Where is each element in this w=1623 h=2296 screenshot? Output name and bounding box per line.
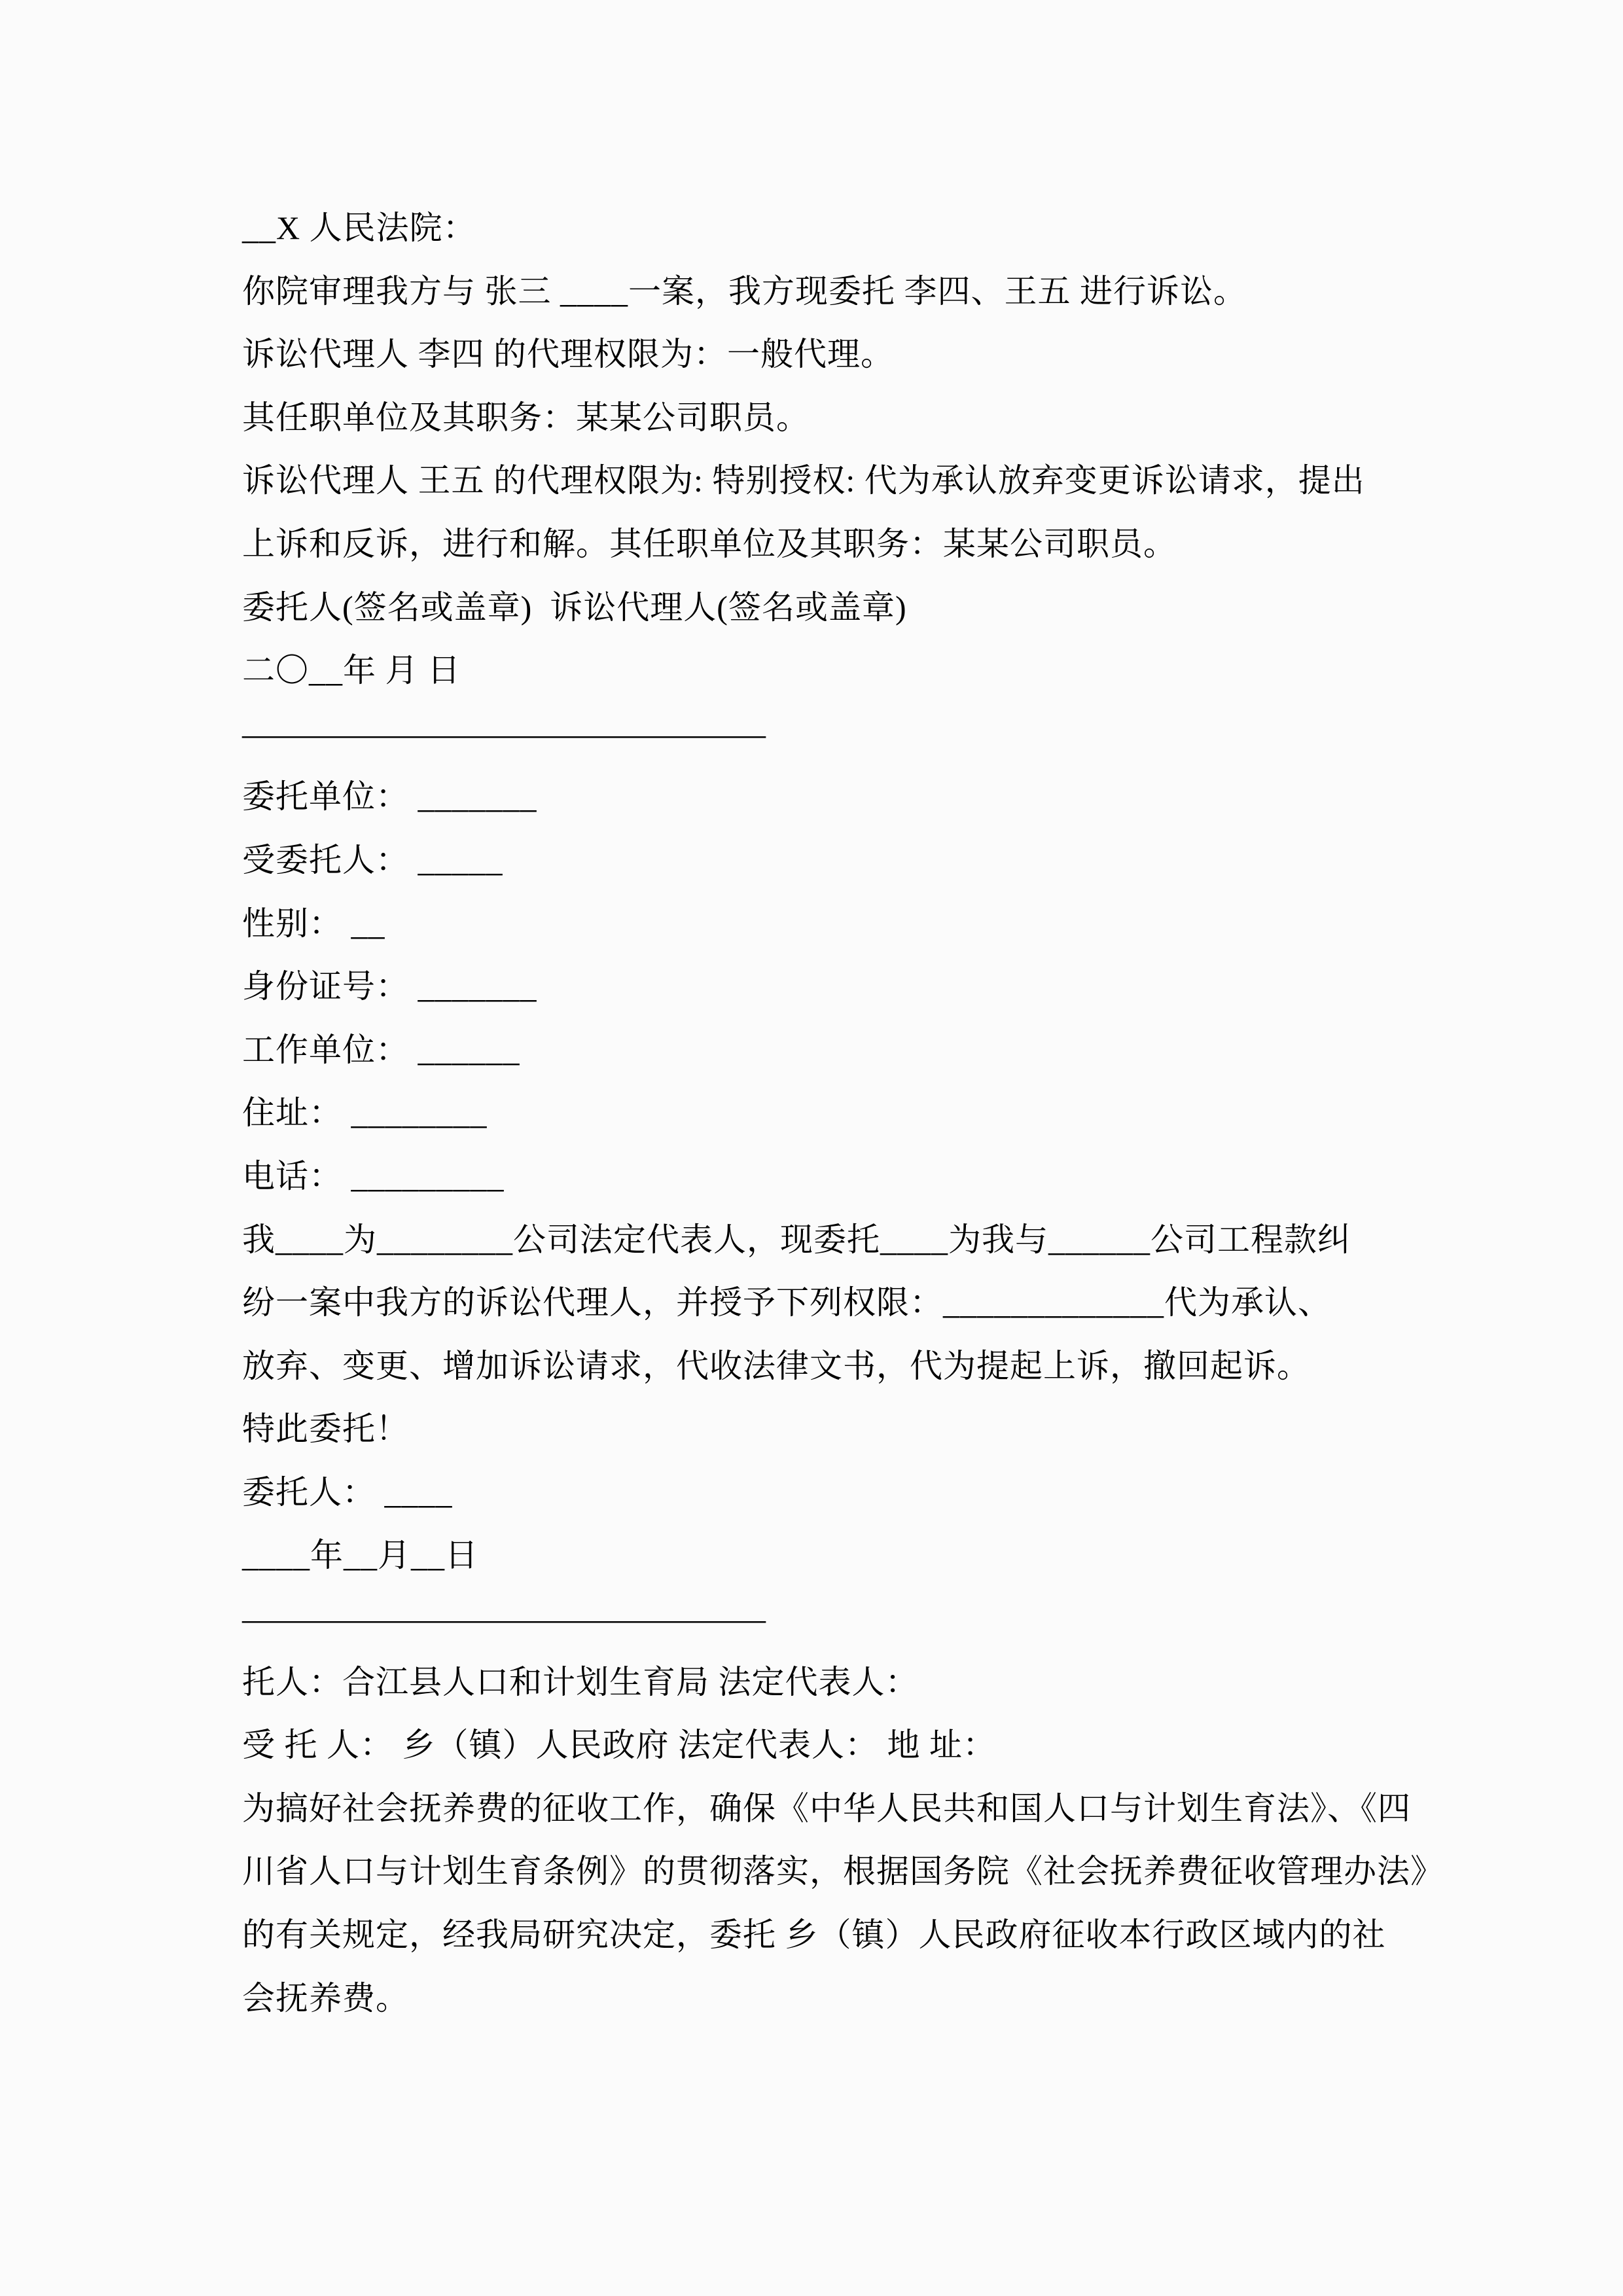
document-line: 你院审理我方与 张三 ____一案，我方现委托 李四、王五 进行诉讼。 <box>242 272 1247 310</box>
document-line: 性别： __ <box>242 905 385 942</box>
document-line: 托人：合江县人口和计划生育局 法定代表人： <box>242 1663 919 1700</box>
document-line: __X 人民法院： <box>242 209 476 246</box>
document-line: 住址： ________ <box>242 1094 488 1132</box>
document-line: 受 托 人： 乡（镇）人民政府 法定代表人： 地 址： <box>242 1727 996 1764</box>
document-line: 诉讼代理人 王五 的代理权限为: 特别授权: 代为承认放弃变更诉讼请求，提出 <box>242 462 1365 499</box>
document-line: 身份证号： _______ <box>242 968 537 1005</box>
document-line: 我____为________公司法定代表人，现委托____为我与______公司工程款纠 <box>242 1221 1351 1258</box>
document-line: 会抚养费。 <box>242 1979 409 2017</box>
document-line: 诉讼代理人 李四 的代理权限为：一般代理。 <box>242 336 894 373</box>
document-line: 其任职单位及其职务：某某公司职员。 <box>242 399 810 436</box>
document-line: 二〇__年 月 日 <box>242 652 461 689</box>
separator-line: ———————————————— <box>242 715 766 752</box>
document-line: 电话： _________ <box>242 1157 505 1194</box>
document-line: 受委托人： _____ <box>242 841 503 878</box>
document-line: 工作单位： ______ <box>242 1031 520 1068</box>
document-line: 川省人口与计划生育条例》的贯彻落实，根据国务院《社会抚养费征收管理办法》 <box>242 1853 1444 1890</box>
document-line: 委托人(签名或盖章) 诉讼代理人(签名或盖章) <box>242 588 907 626</box>
document-line: 委托单位： _______ <box>242 778 537 816</box>
separator-line: ———————————————— <box>242 1600 766 1638</box>
document-line: 纷一案中我方的诉讼代理人，并授予下列权限：_____________代为承认、 <box>242 1284 1331 1321</box>
document-content <box>242 196 1444 2030</box>
document-line: 的有关规定，经我局研究决定，委托 乡（镇）人民政府征收本行政区域内的社 <box>242 1916 1386 1954</box>
document-line: 为搞好社会抚养费的征收工作，确保《中华人民共和国人口与计划生育法》、《四 <box>242 1789 1411 1827</box>
document-line: ____年__月__日 <box>242 1537 478 1574</box>
document-line: 上诉和反诉，进行和解。其任职单位及其职务：某某公司职员。 <box>242 525 1177 562</box>
document-line: 特此委托！ <box>242 1410 409 1448</box>
document-line: 委托人： ____ <box>242 1473 453 1511</box>
document-line: 放弃、变更、增加诉讼请求，代收法律文书，代为提起上诉，撤回起诉。 <box>242 1347 1310 1384</box>
